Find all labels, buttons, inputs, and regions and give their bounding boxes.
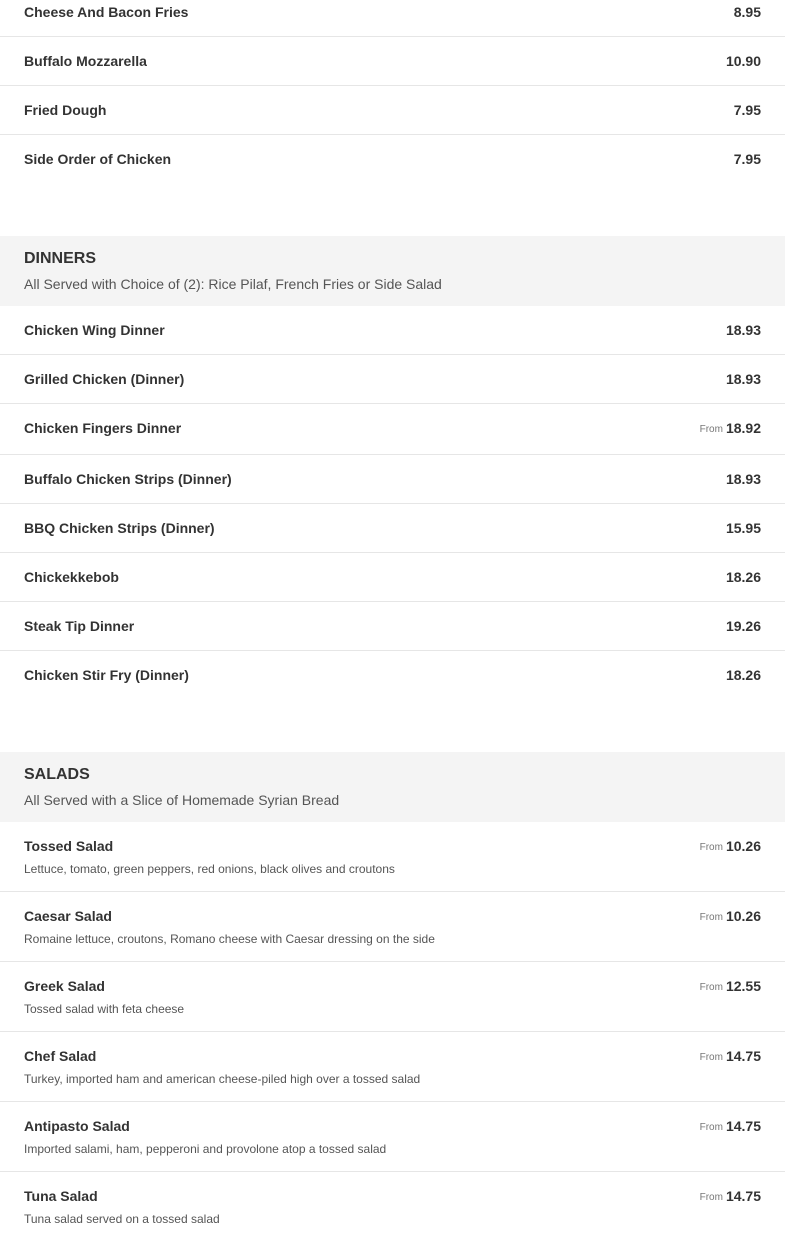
menu-item[interactable]: [0, 1102, 785, 1172]
menu-item[interactable]: [0, 355, 785, 404]
item-name: Chicken Fingers Dinner: [24, 420, 182, 436]
item-name: Steak Tip Dinner: [24, 618, 135, 634]
item-name: Chicken Stir Fry (Dinner): [24, 667, 189, 683]
item-price: From 10.26: [699, 838, 761, 854]
item-name: BBQ Chicken Strips (Dinner): [24, 520, 215, 536]
menu-item[interactable]: [0, 1172, 785, 1241]
menu-item[interactable]: [0, 822, 785, 892]
section-subtitle: All Served with a Slice of Homemade Syrian Bread: [24, 792, 340, 808]
item-price: From 18.92: [699, 420, 761, 436]
menu-item[interactable]: [0, 306, 785, 355]
section-title: DINNERS: [24, 250, 97, 267]
item-name: Fried Dough: [24, 102, 107, 118]
from-label: From: [699, 1052, 723, 1063]
item-price: From 14.75: [699, 1048, 761, 1064]
item-price: From 10.26: [699, 908, 761, 924]
from-label: From: [699, 982, 723, 993]
item-name: Buffalo Mozzarella: [24, 53, 147, 69]
menu-item[interactable]: [0, 602, 785, 651]
menu-item[interactable]: [0, 651, 785, 699]
item-price: 18.93: [725, 322, 761, 338]
item-price: From 14.75: [699, 1188, 761, 1204]
item-name: Chicken Wing Dinner: [24, 322, 165, 338]
menu-item[interactable]: [0, 0, 785, 37]
section-subtitle: All Served with Choice of (2): Rice Pilaf, French Fries or Side Salad: [24, 276, 442, 292]
item-description: Tossed salad with feta cheese: [24, 1002, 185, 1016]
menu-item[interactable]: [0, 135, 785, 183]
item-name: Antipasto Salad: [24, 1118, 130, 1134]
item-price: 7.95: [733, 151, 761, 167]
item-price: From 12.55: [699, 978, 761, 994]
item-price: 18.26: [725, 569, 761, 585]
item-name: Side Order of Chicken: [24, 151, 172, 167]
salads-list: [0, 822, 785, 1241]
from-label: From: [699, 1192, 723, 1203]
item-description: Lettuce, tomato, green peppers, red onions, black olives and croutons: [24, 862, 395, 876]
menu-item[interactable]: [0, 504, 785, 553]
menu-item[interactable]: [0, 1032, 785, 1102]
item-price: 18.93: [725, 471, 761, 487]
dinners-list: [0, 306, 785, 699]
item-name: Caesar Salad: [24, 908, 112, 924]
section-spacer: [0, 699, 785, 752]
section-header-salads: [0, 752, 785, 822]
item-name: Chef Salad: [24, 1048, 97, 1064]
menu-item[interactable]: [0, 455, 785, 504]
item-name: Cheese And Bacon Fries: [24, 4, 189, 20]
appetizers-list: [0, 0, 785, 183]
item-name: Buffalo Chicken Strips (Dinner): [24, 471, 232, 487]
item-description: Tuna salad served on a tossed salad: [24, 1212, 220, 1226]
item-price: 18.93: [725, 371, 761, 387]
item-name: Greek Salad: [24, 978, 105, 994]
item-name: Grilled Chicken (Dinner): [24, 371, 185, 387]
item-description: Romaine lettuce, croutons, Romano cheese with Caesar dressing on the side: [24, 932, 435, 946]
item-name: Tuna Salad: [24, 1188, 98, 1204]
item-price: 7.95: [733, 102, 761, 118]
item-price: 10.90: [725, 53, 761, 69]
from-label: From: [699, 912, 723, 923]
menu-item[interactable]: [0, 37, 785, 86]
item-price: From 14.75: [699, 1118, 761, 1134]
item-name: Chickekkebob: [24, 569, 119, 585]
item-description: Imported salami, ham, pepperoni and provolone atop a tossed salad: [24, 1142, 387, 1156]
from-label: From: [699, 424, 723, 435]
item-price: 8.95: [733, 4, 761, 20]
item-price: 19.26: [725, 618, 761, 634]
menu-item[interactable]: [0, 553, 785, 602]
from-label: From: [699, 842, 723, 853]
menu-item[interactable]: [0, 892, 785, 962]
item-description: Turkey, imported ham and american cheese-piled high over a tossed salad: [24, 1072, 421, 1086]
section-spacer: [0, 183, 785, 236]
section-header-dinners: [0, 236, 785, 306]
item-price: 18.26: [725, 667, 761, 683]
from-label: From: [699, 1122, 723, 1133]
menu-item[interactable]: [0, 404, 785, 455]
menu-item[interactable]: [0, 962, 785, 1032]
item-name: Tossed Salad: [24, 838, 114, 854]
section-title: SALADS: [24, 766, 90, 783]
menu-item[interactable]: [0, 86, 785, 135]
item-price: 15.95: [725, 520, 761, 536]
